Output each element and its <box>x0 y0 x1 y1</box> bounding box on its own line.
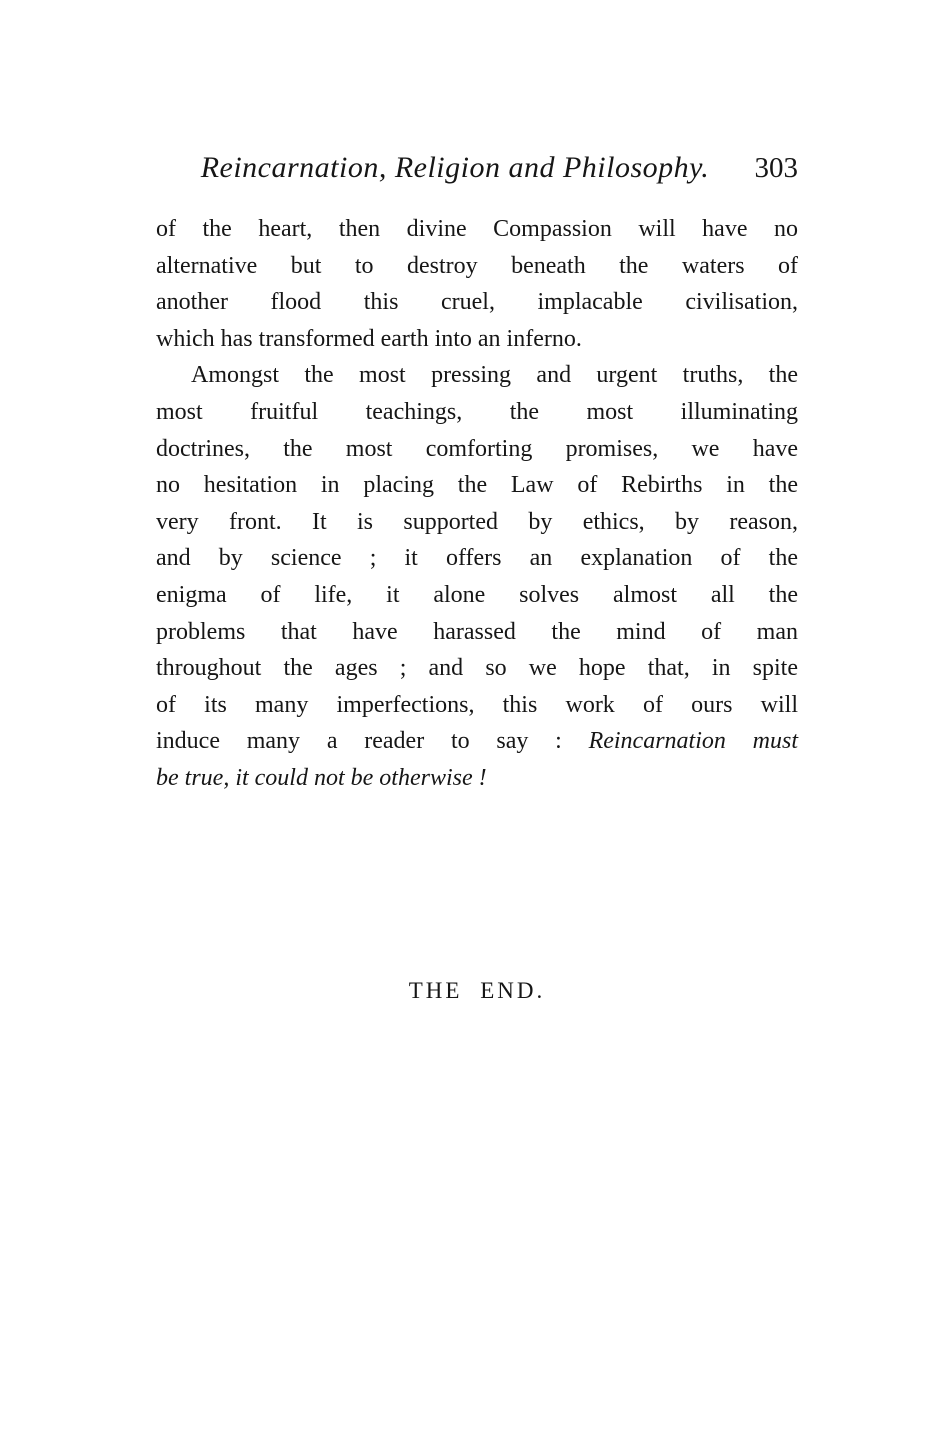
the-end-label: THE END. <box>408 978 546 1003</box>
text-segment: which has transformed earth into an inferno. <box>156 325 582 352</box>
text-line <box>156 504 798 541</box>
text-segment: another flood this cruel, implacable civilisation, <box>156 289 798 316</box>
paragraph <box>156 357 798 796</box>
text-line <box>156 723 798 760</box>
text-line <box>156 467 798 504</box>
text-line <box>156 614 798 651</box>
text-line <box>156 357 798 394</box>
running-head <box>156 148 798 192</box>
text-line <box>156 687 798 724</box>
text-line <box>156 394 798 431</box>
text-line <box>156 760 798 797</box>
text-segment: of its many imperfections, this work of ours will <box>156 691 798 718</box>
text-segment: induce many a reader to say : <box>156 728 589 755</box>
text-segment: very front. It is supported by ethics, by reason, <box>156 508 798 535</box>
text-line <box>156 211 798 248</box>
text-segment: alternative but to destroy beneath the waters of <box>156 252 798 279</box>
text-line <box>156 321 798 358</box>
text-segment: enigma of life, it alone solves almost all the <box>156 581 798 608</box>
running-head-title: Reincarnation, Religion and Philosophy. <box>200 151 710 184</box>
text-line <box>156 431 798 468</box>
paragraph <box>156 211 798 357</box>
text-segment: no hesitation in placing the Law of Rebirths in the <box>156 472 798 499</box>
text-segment: Amongst the most pressing and urgent truths, the <box>191 362 798 389</box>
text-line <box>156 577 798 614</box>
text-line <box>156 540 798 577</box>
text-line <box>156 284 798 321</box>
page-number: 303 <box>754 152 798 184</box>
text-segment: of the heart, then divine Compassion will have no <box>156 216 798 242</box>
body-text <box>156 211 798 797</box>
text-segment: throughout the ages ; and so we hope that, in spite <box>156 655 798 682</box>
text-segment: Reincarnation must <box>588 728 798 755</box>
text-line <box>156 650 798 687</box>
text-segment: and by science ; it offers an explanation of the <box>156 545 798 572</box>
text-segment: problems that have harassed the mind of man <box>156 618 798 645</box>
text-segment: doctrines, the most comforting promises, we have <box>156 435 798 462</box>
text-line <box>156 248 798 285</box>
text-segment: be true, it could not be otherwise ! <box>156 764 487 791</box>
text-segment: most fruitful teachings, the most illuminating <box>156 398 798 425</box>
